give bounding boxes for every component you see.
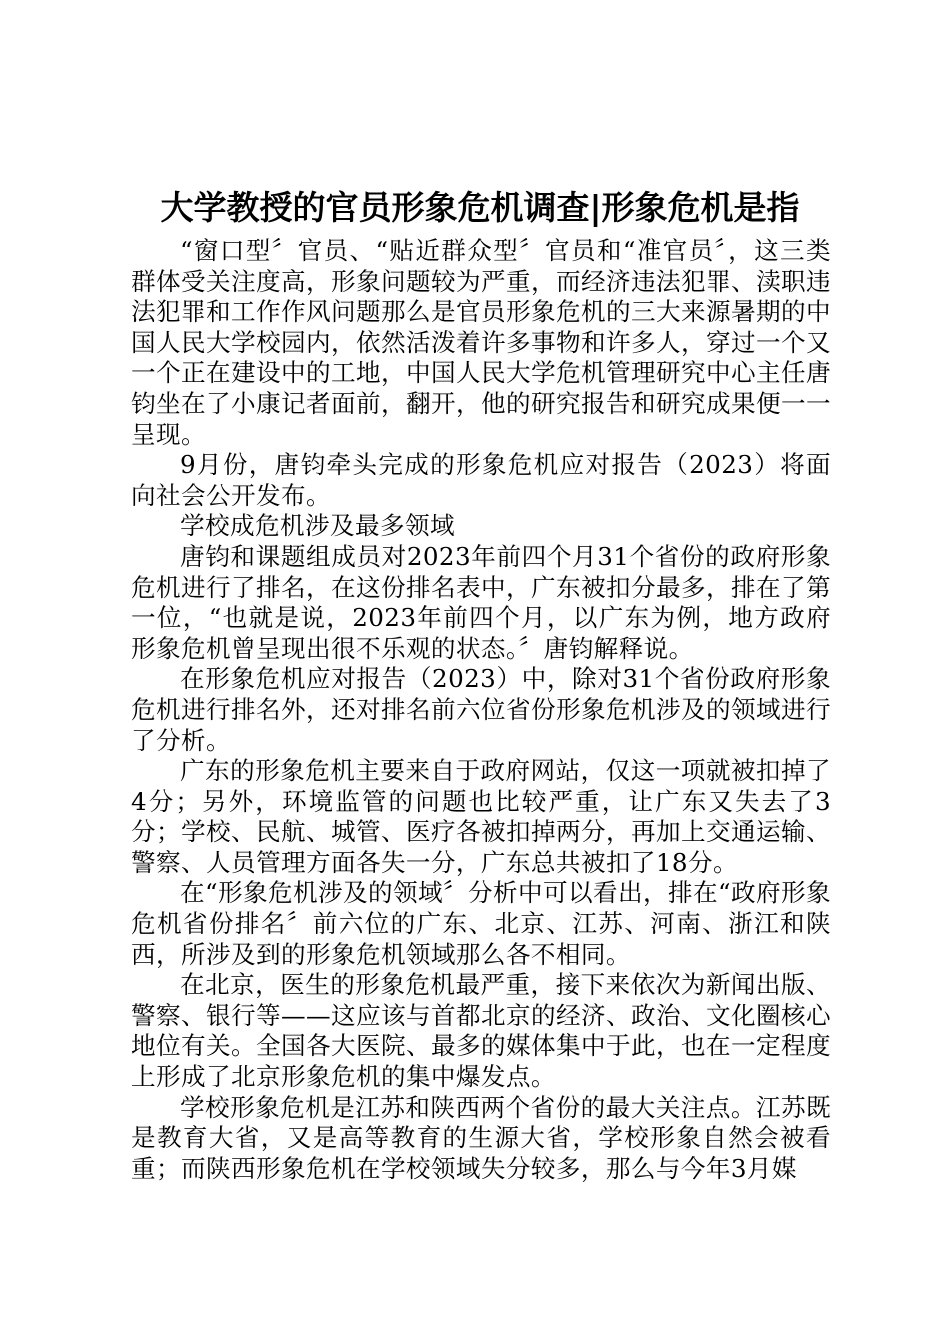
paragraph: 9月份，唐钧牵头完成的形象危机应对报告（2023）将面向社会公开发布。: [131, 450, 831, 510]
paragraph: 唐钧和课题组成员对2023年前四个月31个省份的政府形象危机进行了排名，在这份排名表中，广东被扣分最多，排在了第一位，“也就是说，2023年前四个月，以广东为例，地方政府形象危机曾呈现出很不乐观的状态。〞唐钧解释说。: [131, 541, 831, 663]
section-heading: 学校成危机涉及最多领域: [180, 511, 455, 541]
paragraph: 在形象危机应对报告（2023）中，除对31个省份政府形象危机进行排名外，还对排名前六位省份形象危机涉及的领域进行了分析。: [131, 664, 831, 755]
paragraph: 广东的形象危机主要来自于政府网站，仅这一项就被扣掉了4分；另外，环境监管的问题也比较严重，让广东又失去了3分；学校、民航、城管、医疗各被扣掉两分，再加上交通运输、警察、人员管理方面各失一分，广东总共被扣了18分。: [131, 756, 831, 877]
document-body: [131, 236, 831, 1184]
document-title: 大学教授的官员形象危机调查|形象危机是指: [160, 188, 800, 227]
paragraph: “窗口型〞官员、“贴近群众型〞官员和“准官员〞，这三类群体受关注度高，形象问题较为严重，而经济违法犯罪、渎职违法犯罪和工作作风问题那么是官员形象危机的三大来源暑期的中国人民大学校园内，依然活泼着许多事物和许多人，穿过一个又一个正在建设中的工地，中国人民大学危机管理研究中心主任唐钧坐在了小康记者面前，翻开，他的研究报告和研究成果便一一呈现。: [131, 236, 831, 449]
paragraph: 学校形象危机是江苏和陕西两个省份的最大关注点。江苏既是教育大省，又是高等教育的生源大省，学校形象自然会被看重；而陕西形象危机在学校领域失分较多，那么与今年3月媒: [131, 1092, 831, 1183]
paragraph: 在“形象危机涉及的领域〞分析中可以看出，排在“政府形象危机省份排名〞前六位的广东、北京、江苏、河南、浙江和陕西，所涉及到的形象危机领域那么各不相同。: [131, 878, 831, 969]
paragraph: 在北京，医生的形象危机最严重，接下来依次为新闻出版、警察、银行等——这应该与首都北京的经济、政治、文化圈核心地位有关。全国各大医院、最多的媒体集中于此，也在一定程度上形成了北京形象危机的集中爆发点。: [131, 970, 831, 1092]
